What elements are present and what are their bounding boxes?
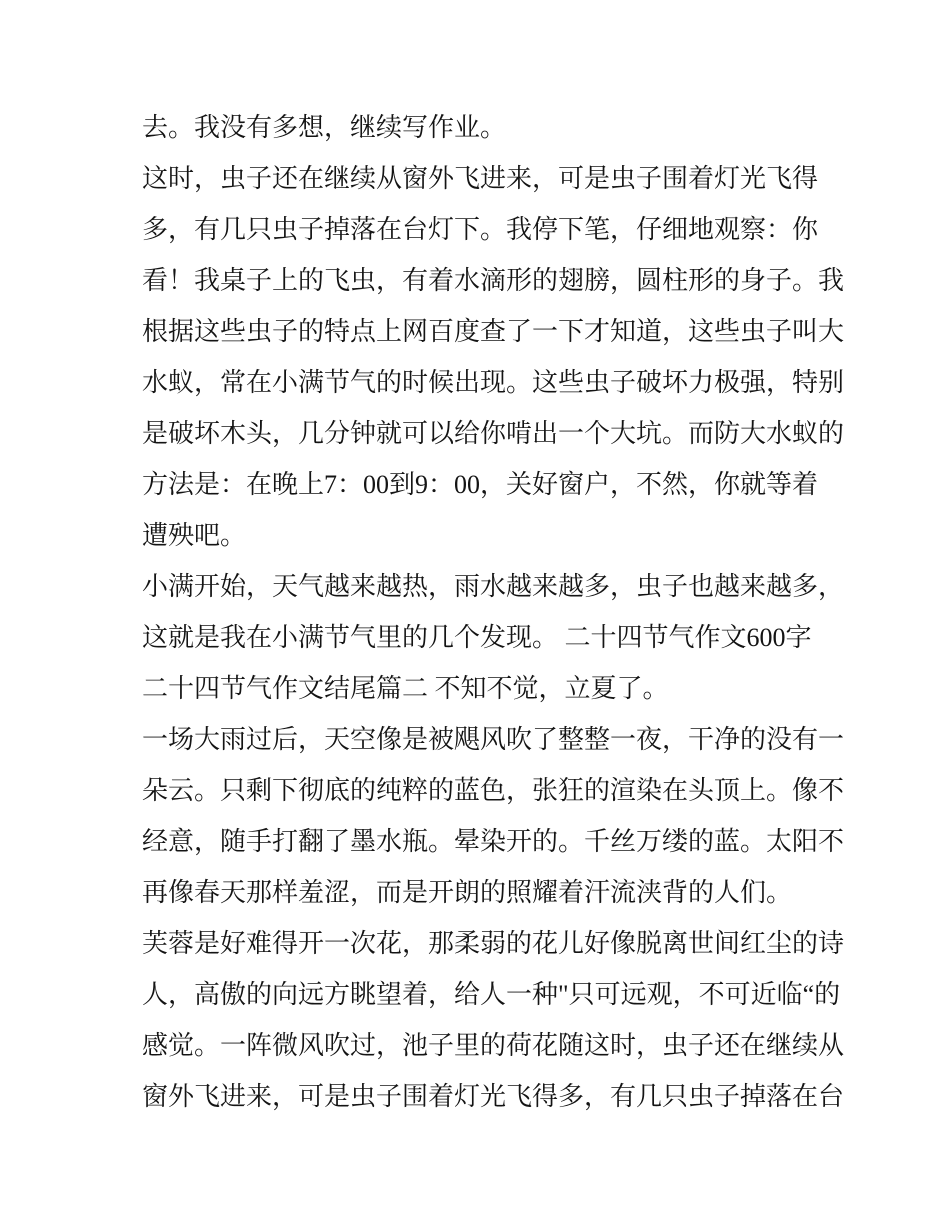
- text-line: 这时，虫子还在继续从窗外飞进来，可是虫子围着灯光飞得: [142, 164, 819, 193]
- text-line: 是破坏木头，几分钟就可以给你啃出一个大坑。而防大水蚁的: [142, 419, 845, 448]
- text-line: 遭殃吧。: [142, 521, 247, 550]
- text-line: 感觉。一阵微风吹过，池子里的荷花随这时，虫子还在继续从: [142, 1031, 845, 1060]
- text-line: 水蚁，常在小满节气的时候出现。这些虫子破坏力极强，特别: [142, 368, 845, 397]
- text-line: 小满开始，天气越来越热，雨水越来越多，虫子也越来越多，: [142, 572, 845, 601]
- text-line: 经意，随手打翻了墨水瓶。晕染开的。千丝万缕的蓝。太阳不: [142, 827, 845, 856]
- text-line: 看！我桌子上的飞虫，有着水滴形的翅膀，圆柱形的身子。我: [142, 266, 845, 295]
- text-line: 去。我没有多想，继续写作业。: [142, 113, 507, 142]
- text-line: 根据这些虫子的特点上网百度查了一下才知道，这些虫子叫大: [142, 317, 845, 346]
- text-line: 芙蓉是好难得开一次花，那柔弱的花儿好像脱离世间红尘的诗: [142, 929, 845, 958]
- document-text-block: [142, 102, 845, 1122]
- text-line: 一场大雨过后，天空像是被飓风吹了整整一夜，干净的没有一: [142, 725, 845, 754]
- text-line: 人，高傲的向远方眺望着，给人一种"只可远观，不可近临“的: [142, 980, 841, 1009]
- text-line: 这就是我在小满节气里的几个发现。 二十四节气作文600字: [142, 623, 812, 652]
- text-line: 二十四节气作文结尾篇二 不知不觉，立夏了。: [142, 674, 669, 703]
- text-line: 方法是：在晚上7：00到9：00，关好窗户，不然，你就等着: [142, 470, 819, 499]
- text-line: 朵云。只剩下彻底的纯粹的蓝色，张狂的渲染在头顶上。像不: [142, 776, 845, 805]
- text-line: 多，有几只虫子掉落在台灯下。我停下笔，仔细地观察：你: [142, 215, 819, 244]
- text-line: 窗外飞进来，可是虫子围着灯光飞得多，有几只虫子掉落在台: [142, 1082, 845, 1111]
- text-line: 再像春天那样羞涩，而是开朗的照耀着汗流浃背的人们。: [142, 878, 793, 907]
